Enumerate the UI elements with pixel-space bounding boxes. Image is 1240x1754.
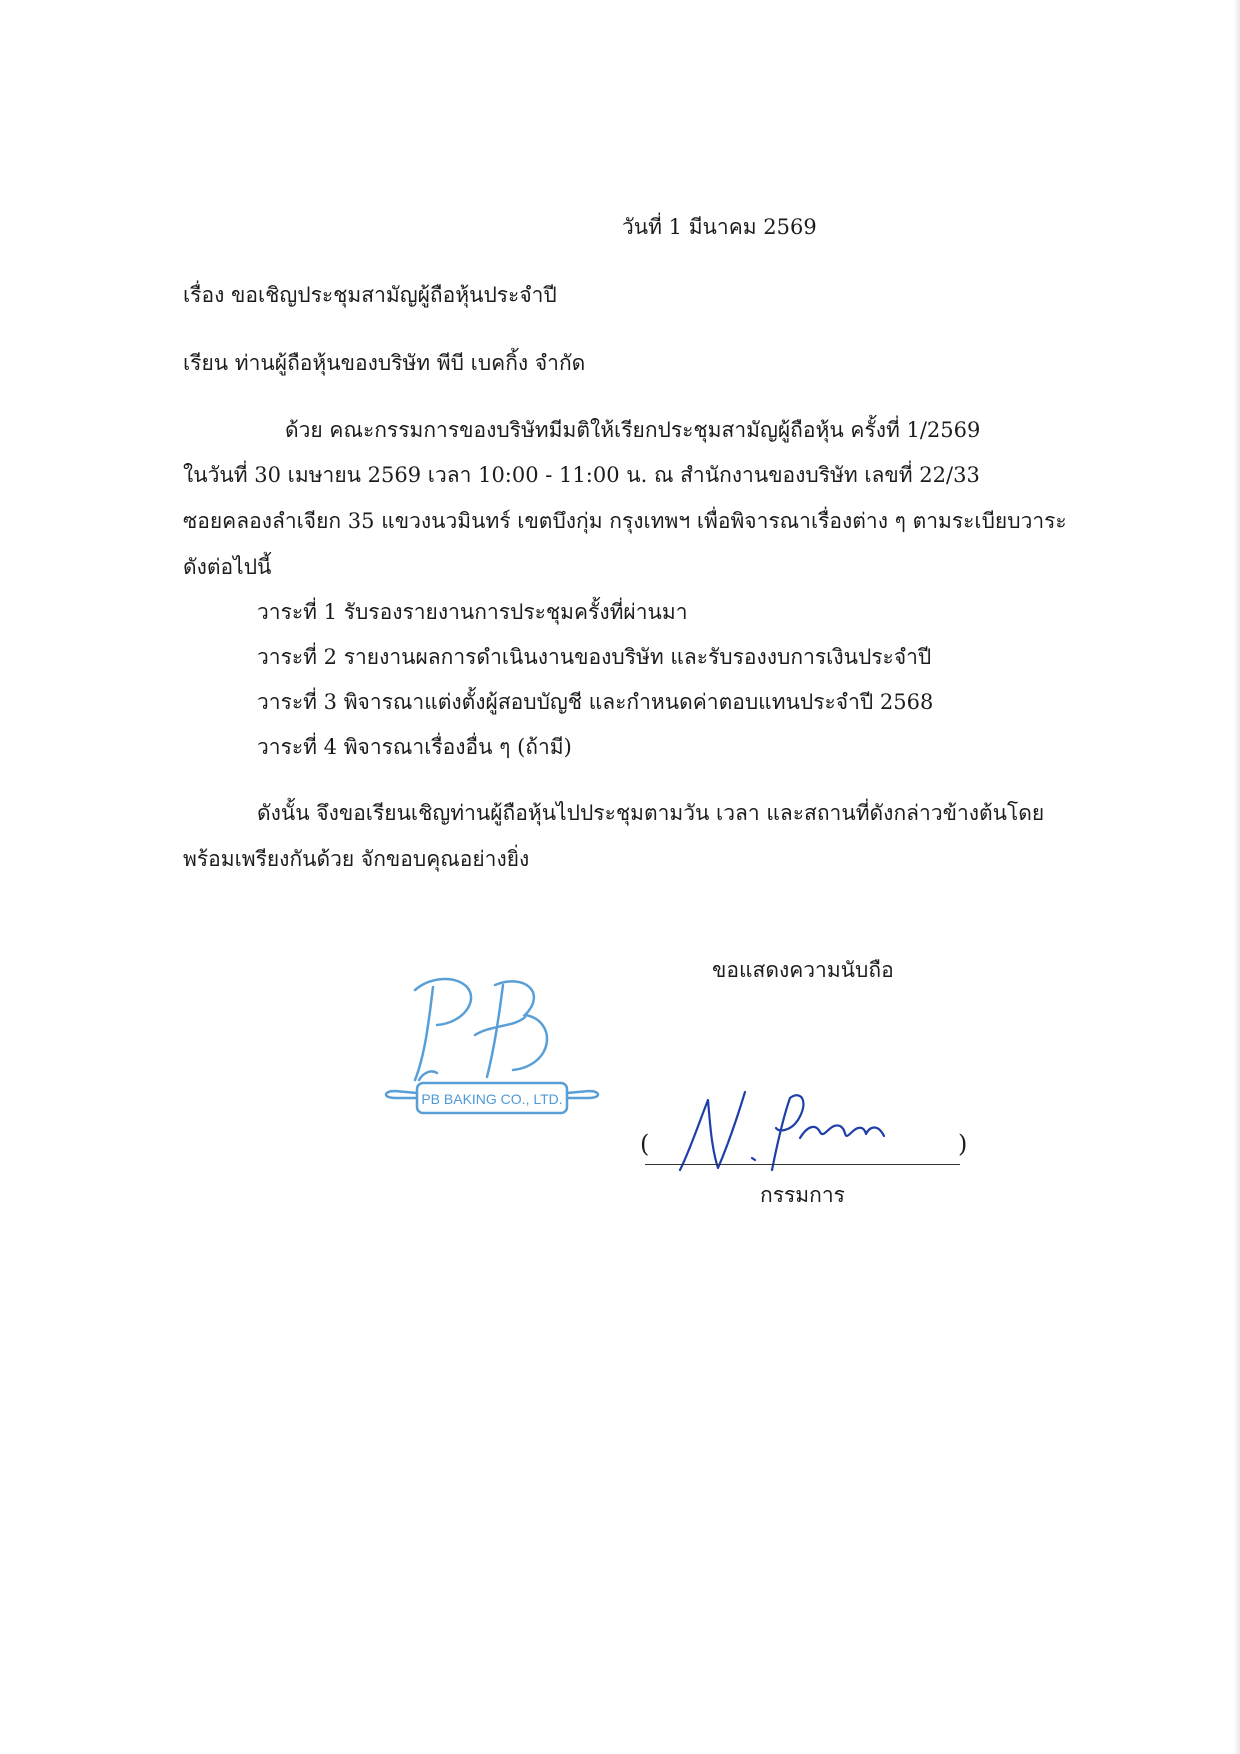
signature-line — [645, 1164, 960, 1165]
letter-recipient: เรียน ท่านผู้ถือหุ้นของบริษัท พีบี เบคกิ้ง จำกัด — [183, 351, 586, 375]
agenda-item-2: วาระที่ 2 รายงานผลการดำเนินงานของบริษัท และรับรองงบการเงินประจำปี — [257, 645, 932, 669]
body-line-3: ซอยคลองลำเจียก 35 แขวงนวมินทร์ เขตบึงกุ่ม กรุงเทพฯ เพื่อพิจารณาเรื่องต่าง ๆ ตามระเบียบวาระ — [183, 509, 1067, 533]
signature-open-paren: ( — [640, 1130, 650, 1158]
agenda-item-4: วาระที่ 4 พิจารณาเรื่องอื่น ๆ (ถ้ามี) — [257, 735, 572, 759]
agenda-item-3: วาระที่ 3 พิจารณาแต่งตั้งผู้สอบบัญชี และกำหนดค่าตอบแทนประจำปี 2568 — [257, 690, 934, 714]
signer-role: กรรมการ — [760, 1183, 845, 1207]
letter-date: วันที่ 1 มีนาคม 2569 — [622, 215, 817, 239]
seal-company-name: PB BAKING CO., LTD. — [421, 1091, 563, 1107]
signature-close-paren: ) — [958, 1130, 968, 1158]
body-line-2: ในวันที่ 30 เมษายน 2569 เวลา 10:00 - 11:00 น. ณ สำนักงานของบริษัท เลขที่ 22/33 — [183, 463, 980, 487]
body-line-4: ดังต่อไปนี้ — [183, 555, 272, 579]
conclusion-line-1: ดังนั้น จึงขอเรียนเชิญท่านผู้ถือหุ้นไปประชุมตามวัน เวลา และสถานที่ดังกล่าวข้างต้นโดย — [257, 801, 1045, 825]
company-seal-stamp — [375, 965, 605, 1125]
letter-subject: เรื่อง ขอเชิญประชุมสามัญผู้ถือหุ้นประจำปี — [183, 283, 557, 307]
conclusion-line-2: พร้อมเพรียงกันด้วย จักขอบคุณอย่างยิ่ง — [183, 847, 530, 871]
handwritten-signature — [660, 1080, 900, 1175]
body-line-1: ด้วย คณะกรรมการของบริษัทมีมติให้เรียกประชุมสามัญผู้ถือหุ้น ครั้งที่ 1/2569 — [285, 418, 981, 442]
scan-edge — [1234, 0, 1240, 1754]
agenda-item-1: วาระที่ 1 รับรองรายงานการประชุมครั้งที่ผ่านมา — [257, 600, 688, 624]
closing-salutation: ขอแสดงความนับถือ — [712, 958, 894, 982]
